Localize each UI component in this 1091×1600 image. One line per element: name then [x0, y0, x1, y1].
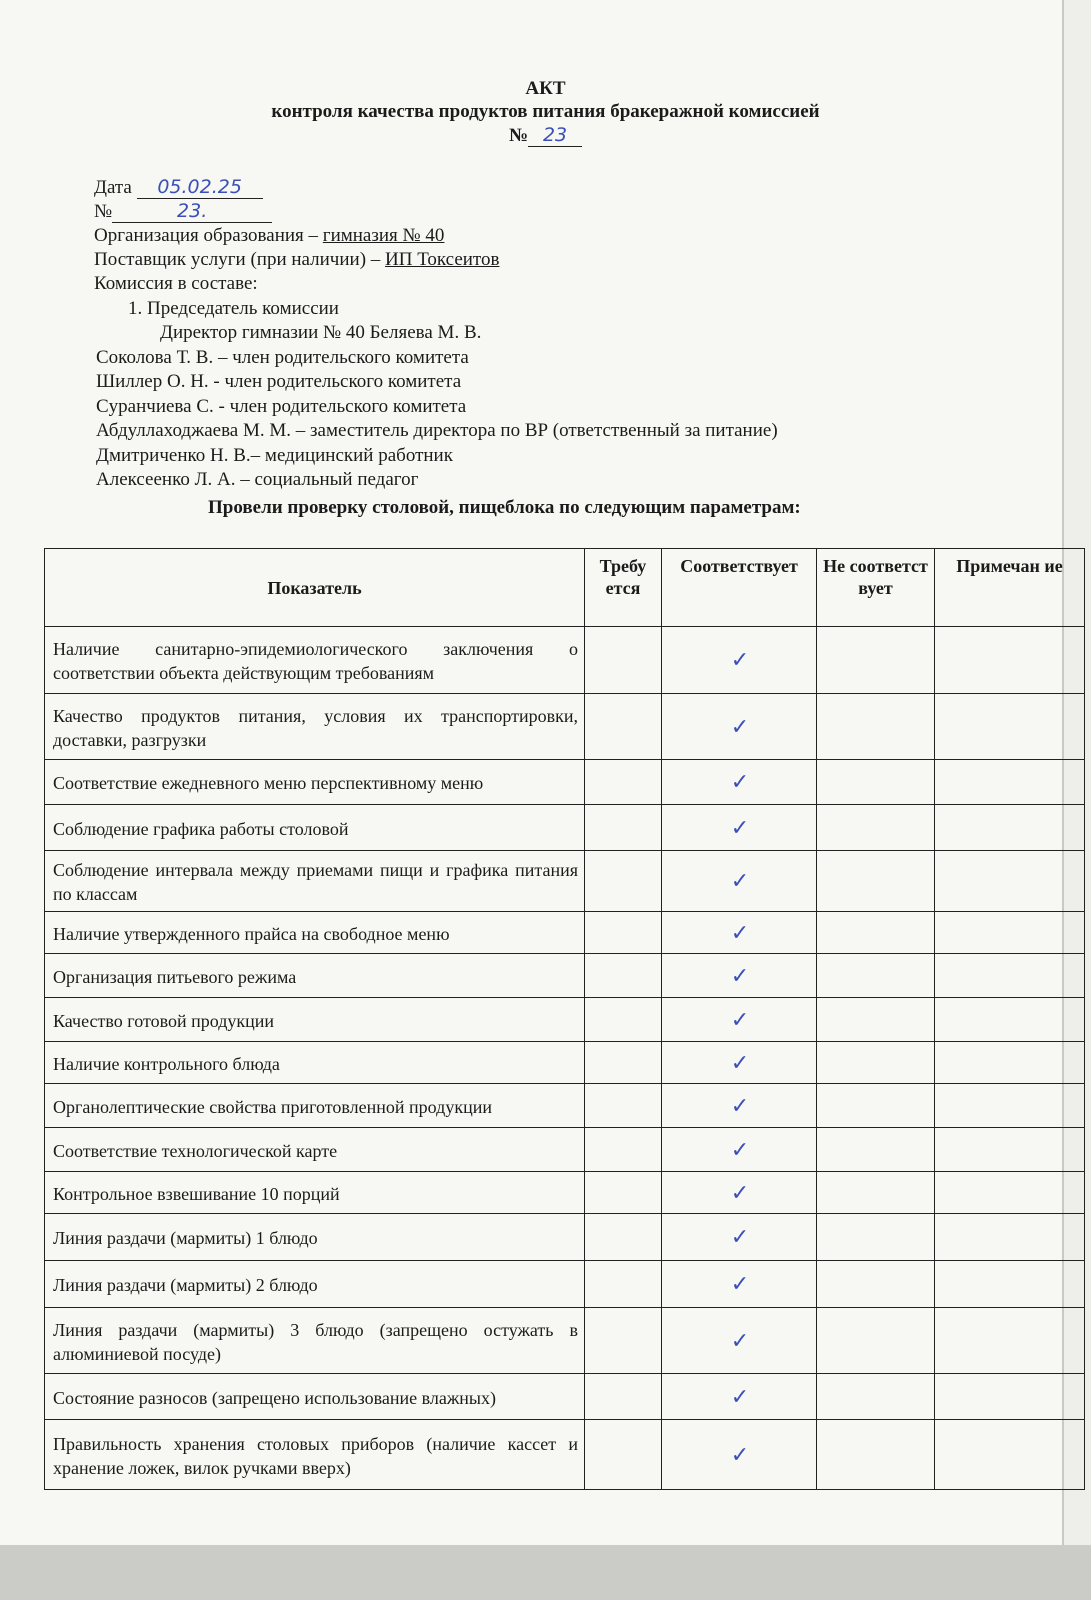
table-row — [45, 1374, 1085, 1420]
complies-cell: ✓ — [662, 1420, 817, 1490]
not-complies-cell — [817, 1261, 935, 1308]
column-header-complies: Соответствует — [662, 549, 817, 627]
note-cell — [935, 912, 1085, 954]
complies-cell: ✓ — [662, 1261, 817, 1308]
note-cell — [935, 1172, 1085, 1214]
required-cell — [585, 805, 662, 851]
column-header-indicator: Показатель — [45, 549, 585, 627]
complies-cell: ✓ — [662, 998, 817, 1042]
chair-item: 1. Председатель комиссии — [128, 298, 339, 319]
indicator-cell: Наличие санитарно-эпидемиологического заключения о соответствии объекта действующим требованиям — [45, 627, 585, 694]
indicator-cell: Наличие утвержденного прайса на свободное меню — [45, 912, 585, 954]
indicator-cell: Линия раздачи (мармиты) 3 блюдо (запрещено остужать в алюминиевой посуде) — [45, 1308, 585, 1374]
supplier-line — [94, 249, 499, 271]
note-cell — [935, 954, 1085, 998]
required-cell — [585, 912, 662, 954]
not-complies-cell — [817, 627, 935, 694]
note-cell — [935, 627, 1085, 694]
commission-label: Комиссия в составе: — [94, 273, 258, 294]
not-complies-cell — [817, 1172, 935, 1214]
not-complies-cell — [817, 1128, 935, 1172]
complies-cell: ✓ — [662, 1128, 817, 1172]
note-cell — [935, 1042, 1085, 1084]
complies-cell: ✓ — [662, 912, 817, 954]
table-row — [45, 912, 1085, 954]
not-complies-cell — [817, 694, 935, 760]
commission-member: Абдуллаходжаева М. М. – заместитель директора по ВР (ответственный за питание) — [96, 420, 778, 441]
table-row — [45, 954, 1085, 998]
act-number-value: 23 — [528, 124, 582, 147]
indicator-cell: Соответствие технологической карте — [45, 1128, 585, 1172]
required-cell — [585, 851, 662, 912]
table-row — [45, 760, 1085, 805]
organization-label: Организация образования – — [94, 225, 323, 246]
date-value: 05.02.25 — [137, 176, 263, 199]
table-row — [45, 1261, 1085, 1308]
not-complies-cell — [817, 954, 935, 998]
complies-cell: ✓ — [662, 954, 817, 998]
complies-cell: ✓ — [662, 627, 817, 694]
document-title: АКТ — [525, 78, 566, 99]
act-number — [0, 124, 1091, 147]
complies-cell: ✓ — [662, 760, 817, 805]
required-cell — [585, 1042, 662, 1084]
commission-member: Дмитриченко Н. В.– медицинский работник — [96, 445, 453, 466]
not-complies-cell — [817, 1308, 935, 1374]
required-cell — [585, 1374, 662, 1420]
required-cell — [585, 954, 662, 998]
organization-value: гимназия № 40 — [322, 225, 445, 246]
indicator-cell: Линия раздачи (мармиты) 1 блюдо — [45, 1214, 585, 1261]
indicator-cell: Правильность хранения столовых приборов (наличие кассет и хранение ложек, вилок ручками вверх) — [45, 1420, 585, 1490]
not-complies-cell — [817, 1214, 935, 1261]
required-cell — [585, 1128, 662, 1172]
indicator-cell: Наличие контрольного блюда — [45, 1042, 585, 1084]
organization-line — [94, 225, 444, 247]
complies-cell: ✓ — [662, 1214, 817, 1261]
complies-cell: ✓ — [662, 1374, 817, 1420]
note-cell — [935, 805, 1085, 851]
note-cell — [935, 1308, 1085, 1374]
indicator-cell: Контрольное взвешивание 10 порций — [45, 1172, 585, 1214]
table-row — [45, 998, 1085, 1042]
note-cell — [935, 998, 1085, 1042]
complies-cell: ✓ — [662, 851, 817, 912]
note-cell — [935, 1214, 1085, 1261]
note-cell — [935, 1420, 1085, 1490]
commission-member: Алексеенко Л. А. – социальный педагог — [96, 469, 419, 490]
act-number-prefix: № — [508, 125, 529, 146]
complies-cell: ✓ — [662, 1308, 817, 1374]
commission-member: Сyранчиева С. - член родительского комитета — [96, 396, 467, 417]
table-header-row — [45, 549, 1085, 627]
complies-cell: ✓ — [662, 1042, 817, 1084]
chair-name: Директор гимназии № 40 Беляева М. В. — [160, 322, 482, 343]
supplier-label: Поставщик услуги (при наличии) – — [94, 249, 386, 270]
indicator-cell: Соблюдение графика работы столовой — [45, 805, 585, 851]
supplier-value: ИП Токсеитов — [385, 249, 500, 270]
required-cell — [585, 998, 662, 1042]
required-cell — [585, 1214, 662, 1261]
column-header-required: Требу ется — [585, 549, 662, 627]
table-row — [45, 1214, 1085, 1261]
complies-cell: ✓ — [662, 694, 817, 760]
note-cell — [935, 851, 1085, 912]
indicator-cell: Качество готовой продукции — [45, 998, 585, 1042]
table-row — [45, 694, 1085, 760]
table-row — [45, 1084, 1085, 1128]
table-row — [45, 1308, 1085, 1374]
required-cell — [585, 1172, 662, 1214]
table-row — [45, 805, 1085, 851]
note-cell — [935, 760, 1085, 805]
required-cell — [585, 1084, 662, 1128]
indicator-cell: Органолептические свойства приготовленной продукции — [45, 1084, 585, 1128]
table-row — [45, 1172, 1085, 1214]
commission-member: Соколова Т. В. – член родительского комитета — [96, 347, 469, 368]
indicator-cell: Качество продуктов питания, условия их транспортировки, доставки, разгрузки — [45, 694, 585, 760]
num-line — [94, 200, 272, 223]
note-cell — [935, 694, 1085, 760]
date-label: Дата — [94, 177, 132, 198]
note-cell — [935, 1374, 1085, 1420]
required-cell — [585, 694, 662, 760]
column-header-note: Примечан ие — [935, 549, 1085, 627]
required-cell — [585, 1261, 662, 1308]
complies-cell: ✓ — [662, 1172, 817, 1214]
not-complies-cell — [817, 760, 935, 805]
document-subtitle: контроля качества продуктов питания бракеражной комиссией — [271, 101, 820, 122]
complies-cell: ✓ — [662, 1084, 817, 1128]
note-cell — [935, 1084, 1085, 1128]
indicator-cell: Организация питьевого режима — [45, 954, 585, 998]
num-value: 23. — [112, 200, 272, 223]
not-complies-cell — [817, 998, 935, 1042]
not-complies-cell — [817, 1084, 935, 1128]
background-surface — [0, 1545, 1091, 1600]
required-cell — [585, 1420, 662, 1490]
not-complies-cell — [817, 1042, 935, 1084]
date-line — [94, 176, 263, 199]
not-complies-cell — [817, 851, 935, 912]
table-heading: Провели проверку столовой, пищеблока по следующим параметрам: — [208, 497, 801, 518]
inspection-table — [44, 548, 1085, 1490]
table-row — [45, 1128, 1085, 1172]
required-cell — [585, 760, 662, 805]
indicator-cell: Состояние разносов (запрещено использование влажных) — [45, 1374, 585, 1420]
table-row — [45, 627, 1085, 694]
complies-cell: ✓ — [662, 805, 817, 851]
table-row — [45, 851, 1085, 912]
indicator-cell: Соответствие ежедневного меню перспективному меню — [45, 760, 585, 805]
table-row — [45, 1420, 1085, 1490]
required-cell — [585, 1308, 662, 1374]
num-label: № — [94, 201, 113, 222]
note-cell — [935, 1128, 1085, 1172]
column-header-not-complies: Не соответст вует — [817, 549, 935, 627]
not-complies-cell — [817, 912, 935, 954]
not-complies-cell — [817, 805, 935, 851]
not-complies-cell — [817, 1420, 935, 1490]
not-complies-cell — [817, 1374, 935, 1420]
commission-member: Шиллер О. Н. - член родительского комитета — [96, 371, 462, 392]
table-row — [45, 1042, 1085, 1084]
required-cell — [585, 627, 662, 694]
indicator-cell: Линия раздачи (мармиты) 2 блюдо — [45, 1261, 585, 1308]
indicator-cell: Соблюдение интервала между приемами пищи и графика питания по классам — [45, 851, 585, 912]
note-cell — [935, 1261, 1085, 1308]
